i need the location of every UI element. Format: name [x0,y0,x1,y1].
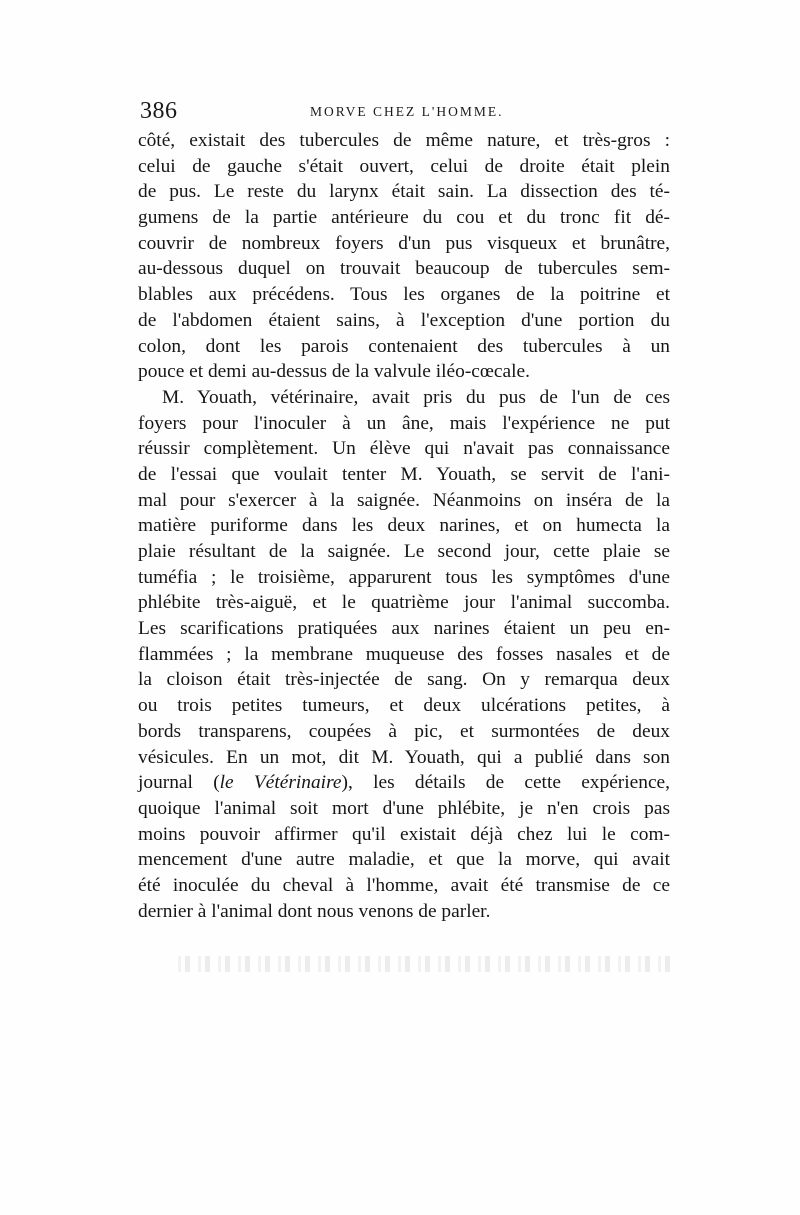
text-line: côté, existait des tubercules de même nature, et très-gros : [138,130,670,151]
text-line: réussir complètement. Un élève qui n'avait pas connaissance [138,438,670,460]
text-line: au-dessous duquel on trouvait beaucoup de tubercules sem- [138,258,670,280]
text-line: matière puriforme dans les deux narines, et on humecta la [138,515,670,537]
text-line: couvrir de nombreux foyers d'un pus visqueux et brunâtre, [138,232,670,254]
text-line: moins pouvoir affirmer qu'il existait déjà chez lui le com- [138,823,670,845]
text-line: bords transparens, coupées à pic, et surmontées de deux [138,720,670,742]
text-line: colon, dont les parois contenaient des tubercules à un [138,335,670,357]
text-line: celui de gauche s'était ouvert, celui de droite était plein [138,155,670,177]
text-line: flammées ; la membrane muqueuse des fosses nasales et de [138,643,670,665]
text-line-with-italic: journal (le Vétérinaire), les détails de cette expérience, [138,772,671,794]
text-line: de l'essai que voulait tenter M. Youath, se servit de l'ani- [138,463,670,485]
show-through-bleed [170,956,670,972]
text-line: de l'abdomen étaient sains, à l'exception d'une portion du [138,309,670,331]
journal-title: le Vétérinaire [219,772,342,794]
text-line: vésicules. En un mot, dit M. Youath, qui a publié dans son [138,746,670,768]
text-line: pouce et demi au-dessus de la valvule iléo-cœcale. [138,361,530,383]
text-line: gumens de la partie antérieure du cou et du tronc fit dé- [138,207,670,229]
text-line: été inoculée du cheval à l'homme, avait été transmise de ce [138,874,670,896]
text-line: mal pour s'exercer à la saignée. Néanmoins on inséra de la [138,489,670,511]
text-line: foyers pour l'inoculer à un âne, mais l'expérience ne put [138,412,670,434]
text-line: blables aux précédens. Tous les organes de la poitrine et [138,284,670,306]
text-line: de pus. Le reste du larynx était sain. La dissection des té- [138,181,670,203]
text-line: dernier à l'animal dont nous venons de parler. [138,900,491,922]
text-line: quoique l'animal soit mort d'une phlébite, je n'en crois pas [138,797,670,819]
text-line: phlébite très-aiguë, et le quatrième jour l'animal succomba. [138,592,670,614]
text-line: mencement d'une autre maladie, et que la morve, qui avait [138,849,670,871]
text-line: plaie résultant de la saignée. Le second jour, cette plaie se [138,541,670,562]
running-head: MORVE CHEZ L'HOMME. [310,104,504,119]
text-line: tuméfia ; le troisième, apparurent tous les symptômes d'une [138,566,670,588]
text-line: Les scarifications pratiquées aux narines étaient un peu en- [138,618,670,640]
text-line: la cloison était très-injectée de sang. On y remarqua deux [138,669,670,691]
text-line: M. Youath, vétérinaire, avait pris du pus de l'un de ces [162,386,670,408]
page-number: 386 [140,98,178,124]
text-line: ou trois petites tumeurs, et deux ulcérations petites, à [138,695,670,717]
page-header [140,98,668,126]
body-text [138,128,670,924]
